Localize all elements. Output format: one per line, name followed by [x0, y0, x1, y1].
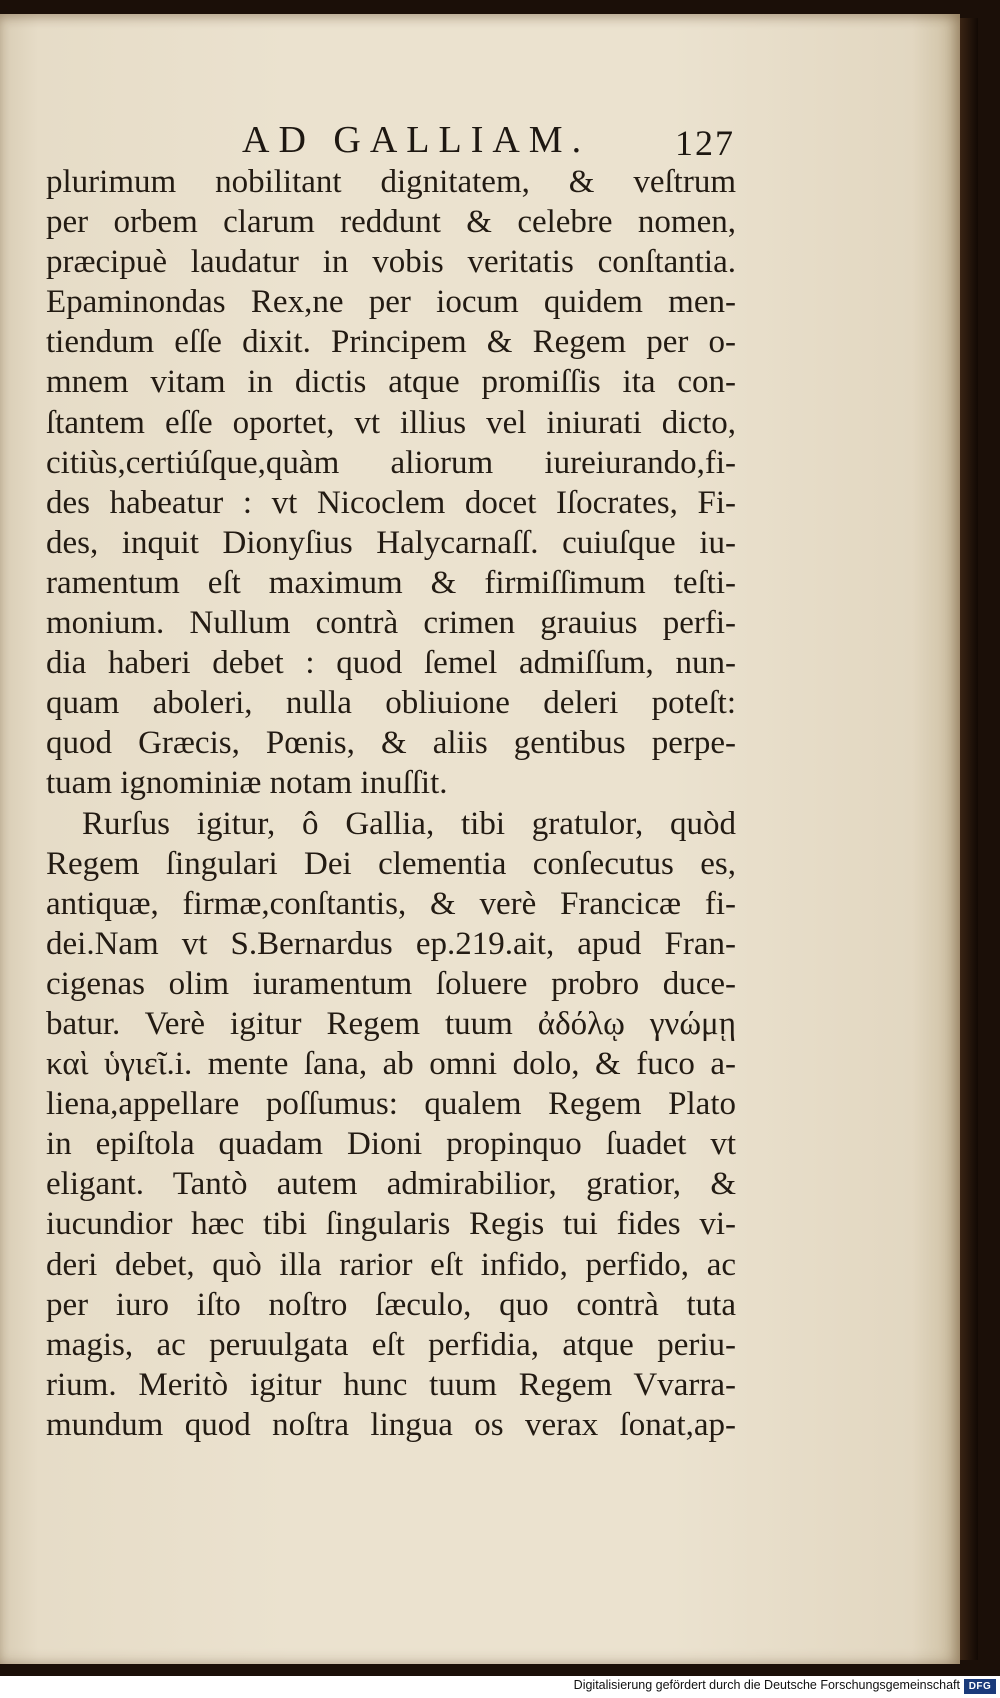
text-line: rium. Meritò igitur hunc tuum Regem Vvarra- [46, 1366, 736, 1403]
text-line: des, inquit Dionyſius Halycarnaſſ. cuiuſque iu- [46, 524, 736, 561]
text-line: tuam ignominiæ notam inuſſit. [46, 765, 448, 802]
text-line: Epaminondas Rex,ne per iocum quidem men- [46, 284, 736, 321]
funding-credit: Digitalisierung gefördert durch die Deutsche Forschungsgemeinschaft [573, 1678, 960, 1692]
text-line: tiendum eſſe dixit. Principem & Regem per o- [46, 324, 736, 361]
text-line: dia haberi debet : quod ſemel admiſſum, nun- [46, 645, 736, 682]
text-line: eligant. Tantò autem admirabilior, gratior, & [46, 1166, 736, 1203]
dfg-logo: DFG [964, 1679, 996, 1694]
text-line: quod Græcis, Pœnis, & aliis gentibus perpe- [46, 725, 736, 762]
text-line: per iuro iſto noſtro ſæculo, quo contrà tuta [46, 1286, 736, 1323]
body-text [46, 162, 736, 1445]
text-line: quam aboleri, nulla obliuione deleri poteſt: [46, 685, 736, 722]
text-line: καὶ ὑγιεῖ.i. mente ſana, ab omni dolo, & fuco a- [46, 1046, 736, 1083]
text-line: iucundior hæc tibi ſingularis Regis tui fides vi- [46, 1206, 736, 1243]
footer-bar [0, 1676, 1000, 1698]
text-line: des habeatur : vt Nicoclem docet Iſocrates, Fi- [46, 484, 736, 521]
page-number: 127 [675, 123, 735, 163]
text-line: mundum quod noſtra lingua os verax ſonat,ap- [46, 1406, 736, 1443]
text-line: batur. Verè igitur Regem tuum ἀδόλῳ γνώμῃ [46, 1005, 736, 1042]
text-line: in epiſtola quadam Dioni propinquo ſuadet vt [46, 1126, 736, 1163]
text-line: magis, ac peruulgata eſt perfidia, atque periu- [46, 1326, 736, 1363]
text-line: citiùs,certiúſque,quàm aliorum iureiurando,fi- [46, 444, 736, 481]
text-line: deri debet, quò illa rarior eſt infido, perfido, ac [46, 1246, 736, 1283]
text-line: mnem vitam in dictis atque promiſſis ita con- [46, 364, 736, 401]
text-line: plurimum nobilitant dignitatem, & veſtrum [46, 164, 736, 200]
paragraph-start-line: Rurſus igitur, ô Gallia, tibi gratulor, quòd [82, 805, 736, 842]
running-head: AD GALLIAM. [242, 119, 591, 161]
text-line: ramentum eſt maximum & firmiſſimum teſti- [46, 564, 736, 601]
text-line: dei.Nam vt S.Bernardus ep.219.ait, apud Fran- [46, 925, 736, 962]
text-line: cigenas olim iuramentum ſoluere probro duce- [46, 965, 736, 1002]
text-line: liena,appellare poſſumus: qualem Regem Plato [46, 1086, 736, 1123]
page-edge [960, 18, 978, 1660]
text-line: præcipuè laudatur in vobis veritatis conſtantia. [46, 244, 736, 281]
book-page [0, 14, 960, 1664]
text-line: per orbem clarum reddunt & celebre nomen, [46, 204, 736, 241]
text-line: Regem ſingulari Dei clementia conſecutus es, [46, 845, 736, 882]
text-line: ſtantem eſſe oportet, vt illius vel iniurati dicto, [46, 404, 736, 441]
text-line: antiquæ, firmæ,conſtantis, & verè Francicæ fi- [46, 885, 736, 922]
text-line: monium. Nullum contrà crimen grauius perfi- [46, 605, 736, 642]
